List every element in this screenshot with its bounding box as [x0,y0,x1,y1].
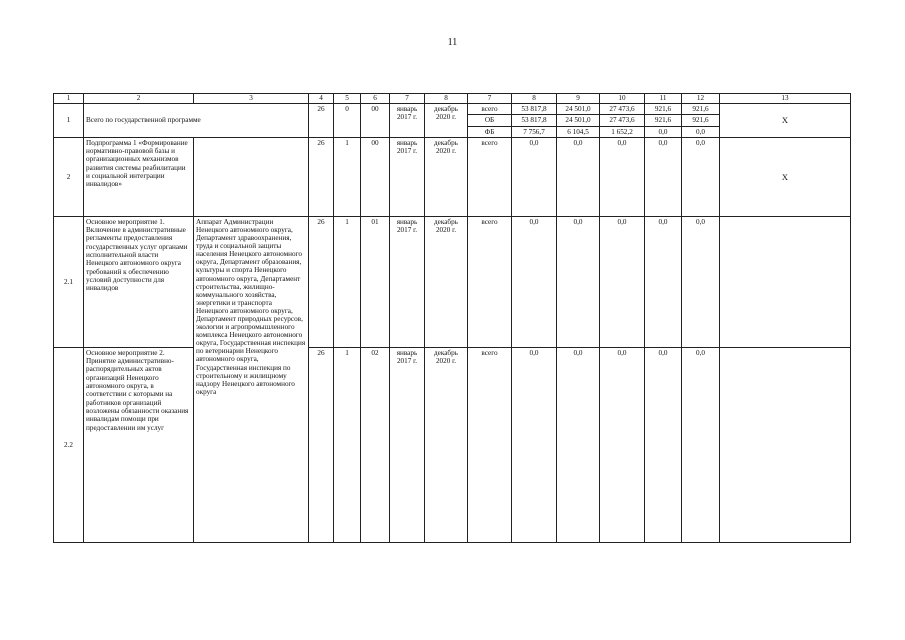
end-date: декабрь 2020 г. [425,137,468,216]
value-cell: 0,0 [512,216,557,347]
row-number: 2.1 [54,216,84,347]
header-cell: 1 [54,94,84,104]
value-cell: 921,6 [645,115,682,126]
funding-source: всего [468,137,512,216]
value-cell: 7 756,7 [512,126,557,137]
program-table [53,93,851,543]
value-cell: 0,0 [645,126,682,137]
value-cell: 0,0 [600,137,645,216]
code-cell: 1 [334,347,361,542]
funding-source: ФБ [468,126,512,137]
x-mark: Х [720,104,851,138]
empty-cell [720,347,851,542]
header-cell: 5 [334,94,361,104]
code-cell: 0 [334,104,361,138]
start-date: январь 2017 г. [390,137,425,216]
code-cell: 00 [361,137,390,216]
value-cell: 27 473,6 [600,115,645,126]
code-cell: 01 [361,216,390,347]
code-cell: 26 [309,347,334,542]
value-cell: 0,0 [557,347,600,542]
header-cell: 2 [84,94,194,104]
value-cell: 0,0 [682,347,720,542]
header-cell: 3 [194,94,309,104]
value-cell: 53 817,8 [512,115,557,126]
funding-source: всего [468,216,512,347]
header-cell: 12 [682,94,720,104]
funding-source: всего [468,347,512,542]
executor-cell [194,137,309,216]
table-row-total [54,104,851,115]
funding-source: ОБ [468,115,512,126]
row-name: Основное мероприятие 1. Включение в административные регламенты предоставления государственных услуг органами исполнительной власти Ненецкого автономного округа требований к обеспечению условий доступности для инвалидов [84,216,194,347]
value-cell: 1 652,2 [600,126,645,137]
value-cell: 0,0 [682,126,720,137]
row-number: 2 [54,137,84,216]
code-cell: 26 [309,137,334,216]
value-cell: 0,0 [645,347,682,542]
code-cell: 26 [309,216,334,347]
table-row-measure-2-1 [54,216,851,347]
value-cell: 0,0 [645,216,682,347]
value-cell: 6 104,5 [557,126,600,137]
table-row-subprogram [54,137,851,216]
header-cell: 13 [720,94,851,104]
value-cell: 0,0 [557,137,600,216]
row-number: 1 [54,104,84,138]
header-cell: 7 [468,94,512,104]
value-cell: 0,0 [557,216,600,347]
value-cell: 921,6 [645,104,682,115]
page-number: 11 [447,37,458,48]
value-cell: 53 817,8 [512,104,557,115]
value-cell: 921,6 [682,104,720,115]
end-date: декабрь 2020 г. [425,216,468,347]
start-date: январь 2017 г. [390,104,425,138]
row-name: Всего по государственной программе [84,104,309,138]
header-cell: 10 [600,94,645,104]
value-cell: 0,0 [682,216,720,347]
value-cell: 24 501,0 [557,104,600,115]
value-cell: 27 473,6 [600,104,645,115]
row-name: Основное мероприятие 2. Принятие административно-распорядительных актов организаций Ненецкого автономного округа, в соответствии с которыми на работников организаций возложены обязанности оказания инвалидам помощи при предоставлении им услуг [84,347,194,542]
value-cell: 24 501,0 [557,115,600,126]
code-cell: 1 [334,216,361,347]
header-cell: 11 [645,94,682,104]
header-cell: 9 [557,94,600,104]
header-cell: 7 [390,94,425,104]
header-cell: 8 [425,94,468,104]
end-date: декабрь 2020 г. [425,347,468,542]
header-cell: 6 [361,94,390,104]
value-cell: 0,0 [682,137,720,216]
x-mark: Х [720,137,851,216]
empty-cell [720,216,851,347]
value-cell: 0,0 [600,216,645,347]
end-date: декабрь 2020 г. [425,104,468,138]
row-number: 2.2 [54,347,84,542]
value-cell: 921,6 [682,115,720,126]
code-cell: 1 [334,137,361,216]
table-row-measure-2-2 [54,347,851,542]
value-cell: 0,0 [512,137,557,216]
row-name: Подпрограмма 1 «Формирование нормативно-правовой базы и организационных механизмов развития системы реабилитации и социальной интеграции инвалидов» [84,137,194,216]
code-cell: 26 [309,104,334,138]
value-cell: 0,0 [512,347,557,542]
start-date: январь 2017 г. [390,216,425,347]
column-header-row [54,94,851,104]
code-cell: 00 [361,104,390,138]
executor-cell: Аппарат Администрации Ненецкого автономного округа, Департамент здравоохранения, труда и социальной защиты населения Ненецкого автономного округа, Департамент образования, культуры и спорта Ненецкого автономного округа, Департамент строительства, жилищно-коммунального хозяйства, энергетики и транспорта Ненецкого автономного округа, Департамент природных ресурсов, экологии и агропромышленного комплекса Ненецкого автономного округа, Государственная инспекция по ветеринарии Ненецкого автономного округа, Государственная инспекция по строительному и жилищному надзору Ненецкого автономного округа [194,216,309,542]
value-cell: 0,0 [645,137,682,216]
header-cell: 8 [512,94,557,104]
code-cell: 02 [361,347,390,542]
value-cell: 0,0 [600,347,645,542]
start-date: январь 2017 г. [390,347,425,542]
funding-source: всего [468,104,512,115]
header-cell: 4 [309,94,334,104]
